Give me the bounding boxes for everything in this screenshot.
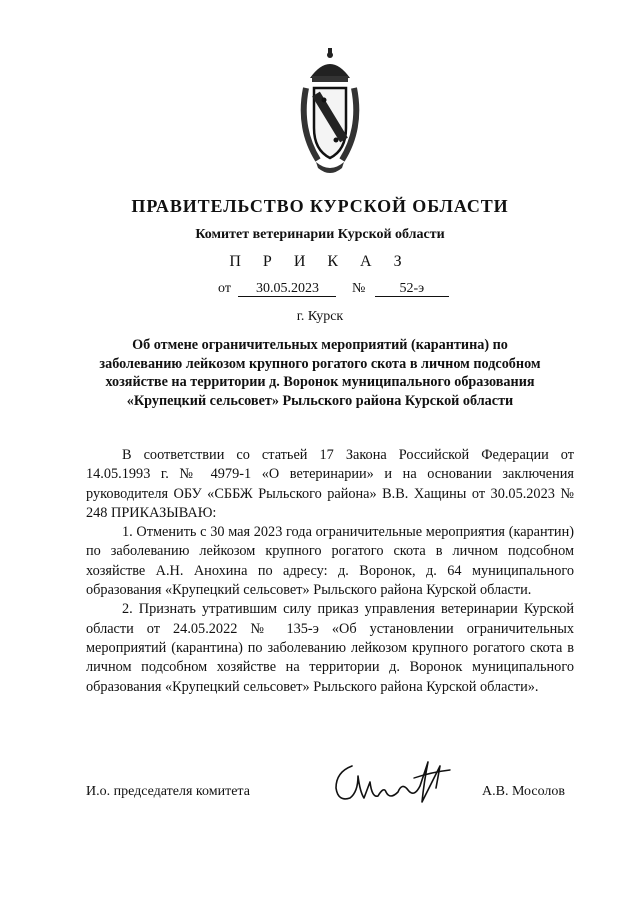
item-1-paragraph: 1. Отменить с 30 мая 2023 года ограничительные мероприятия (карантин) по заболеванию лейкозом крупного рогатого скота в личном подсобном хозяйстве А.Н. Анохина по адресу: д. Воронок, д. 64 муниципального образования «Крупецкий сельсовет» Рыльского района Курской области. [86, 524, 574, 599]
handwritten-signature [328, 752, 458, 814]
date-prefix: от [218, 281, 231, 296]
item-2-paragraph: 2. Признать утратившим силу приказ управления ветеринарии Курской области от 24.05.2022 № 135-э «Об установлении ограничительных мероприятий (карантина) по заболеванию лейкозом крупного рогатого скота в личном подсобном хозяйстве на территории д. Воронок муниципального образования «Крупецкий сельсовет» Рыльского района Курской области». [86, 601, 574, 695]
date-number-line [218, 281, 449, 297]
number-prefix: № [351, 281, 366, 296]
preamble-paragraph: В соответствии со статьей 17 Закона Российской Федерации от 14.05.1993 г. № 4979-1 «О ветеринарии» и на основании заключения руководителя ОБУ «СББЖ Рыльского района» В.В. Хащины от 30.05.2023 № 248 ПРИКАЗЫВАЮ: [86, 447, 574, 521]
order-number: 52-э [375, 281, 449, 297]
government-title: ПРАВИТЕЛЬСТВО КУРСКОЙ ОБЛАСТИ [131, 196, 509, 216]
signatory-position: И.о. председателя комитета [86, 784, 250, 799]
signatory-name: А.В. Мосолов [482, 784, 566, 799]
order-subject: Об отмене ограничительных мероприятий (карантина) по заболеванию лейкозом крупного рогатого скота в личном подсобном хозяйстве на территории д. Воронок муниципального образования «Крупецкий сельсовет» Рыльского района Курской области [99, 337, 541, 409]
order-body [86, 446, 574, 697]
coat-of-arms-icon [296, 48, 364, 180]
committee-name: Комитет ветеринарии Курской области [195, 227, 445, 242]
order-date: 30.05.2023 [238, 281, 336, 297]
document-type: П Р И К А З [229, 253, 411, 270]
city: г. Курск [296, 309, 344, 324]
